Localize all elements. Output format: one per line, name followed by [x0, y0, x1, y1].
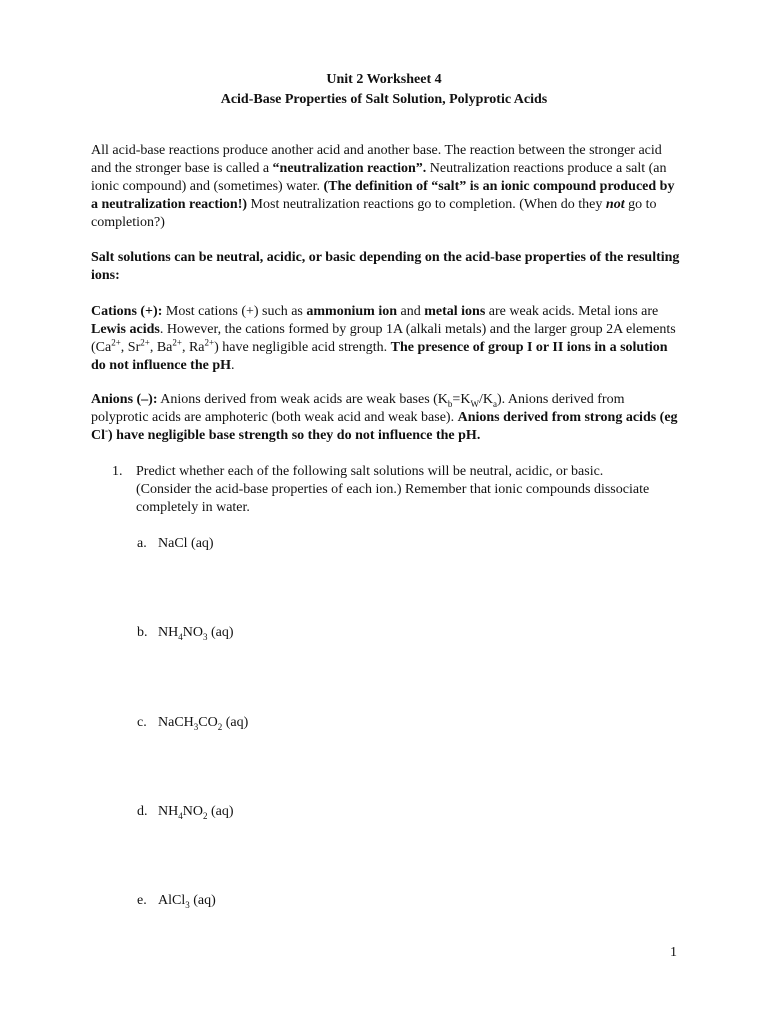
intro-text: All acid-base reactions produce another acid and another base. The reaction between the stronger acid and the stronger base is called a [91, 143, 662, 176]
item-letter: c. [137, 715, 147, 730]
charge-superscript: 2+ [172, 337, 182, 348]
title-block [0, 70, 768, 110]
anions-label: Anions (–): [91, 392, 158, 407]
page-title: Unit 2 Worksheet 4 [326, 72, 442, 87]
formula-text: AlCl [158, 893, 186, 908]
ka-subscript: a [492, 398, 497, 409]
item-letter: d. [137, 804, 148, 819]
formula-subscript: 3 [202, 631, 208, 642]
anions-paragraph [91, 391, 681, 445]
formula-text: NO [182, 804, 203, 819]
item-letter: a. [137, 536, 147, 551]
anions-text: ). Anions derived from polyprotic acids are amphoteric (both weak acid and weak base). [91, 392, 625, 425]
formula-text: NaCH [158, 715, 194, 730]
formula-subscript: 2 [217, 721, 223, 732]
charge-superscript: 2+ [140, 337, 150, 348]
charge-superscript: 2+ [204, 337, 215, 348]
intro-term-neutralization: “neutralization reaction”. [272, 161, 427, 176]
term-metal-ions: metal ions [424, 304, 486, 319]
anions-text: =K [452, 392, 471, 407]
formula-text: NaCl (aq) [158, 536, 214, 551]
formula-text: (aq) [207, 804, 234, 819]
anions-text: /K [478, 392, 493, 407]
formula-text: NH [158, 625, 179, 640]
intro-text: go to completion?) [91, 197, 657, 230]
formula-nh4no2 [158, 803, 234, 821]
page-subtitle: Acid-Base Properties of Salt Solution, Polyprotic Acids [220, 92, 548, 107]
cations-text: and [397, 304, 425, 319]
anions-text: Anions derived from weak acids are weak bases (K [157, 392, 448, 407]
term-lewis-acids: Lewis acids [91, 322, 160, 337]
cations-text: , Ra [181, 340, 205, 355]
cations-text: Most cations (+) such as [162, 304, 307, 319]
formula-text: CO [198, 715, 218, 730]
formula-nh4no3 [158, 624, 234, 642]
intro-text: Most neutralization reactions go to completion. (When do they [247, 197, 606, 212]
cations-text: . However, the cations formed by group 1A (alkali metals) and the larger group 2A elements (Ca [91, 322, 676, 355]
charge-superscript: 2+ [111, 337, 121, 348]
formula-text: (aq) [222, 715, 249, 730]
item-letter: b. [137, 625, 148, 640]
cations-label: Cations (+): [91, 304, 163, 319]
question-number: 1. [112, 464, 123, 479]
page-number: 1 [670, 945, 677, 960]
anions-key-statement: ) have negligible base strength so they do not influence the pH. [108, 428, 481, 443]
intro-paragraph [91, 142, 681, 232]
formula-text: (aq) [189, 893, 216, 908]
formula-text: (aq) [207, 625, 234, 640]
formula-text: NO [182, 625, 203, 640]
salt-solutions-heading: Salt solutions can be neutral, acidic, or basic depending on the acid-base properties of the resulting ions: [91, 250, 680, 283]
formula-nach3co2 [158, 714, 248, 732]
cations-text: . [231, 358, 235, 373]
intro-text: Neutralization reactions produce a salt (an ionic compound) and (sometimes) water. [91, 161, 667, 194]
cations-text: , Ba [149, 340, 173, 355]
cations-paragraph [91, 303, 681, 375]
cations-text: are weak acids. Metal ions are [485, 304, 659, 319]
kb-subscript: b [447, 398, 453, 409]
cations-key-statement: The presence of group I or II ions in a solution do not influence the pH [91, 340, 668, 373]
formula-text: NH [158, 804, 179, 819]
anions-key-statement: Anions derived from strong acids (eg Cl [91, 410, 678, 443]
formula-subscript: 3 [185, 899, 190, 910]
formula-subscript: 3 [193, 721, 199, 732]
intro-salt-definition: (The definition of “salt” is an ionic compound produced by a neutralization reaction!) [91, 179, 675, 212]
formula-subscript: 4 [178, 810, 183, 821]
cations-text: ) have negligible acid strength. [214, 340, 391, 355]
formula-subscript: 4 [178, 631, 183, 642]
question-text: Predict whether each of the following salt solutions will be neutral, acidic, or basic. (Consider the acid-base properties of each ion.) Remember that ionic compounds dissociate completely in water. [136, 464, 650, 515]
item-letter: e. [137, 893, 147, 908]
kw-subscript: W [470, 398, 479, 409]
formula-nacl [158, 535, 214, 553]
intro-emphasis-not: not [605, 197, 625, 212]
charge-superscript: - [105, 425, 108, 436]
formula-subscript: 2 [202, 810, 208, 821]
formula-alcl3 [158, 892, 216, 910]
cations-text: , Sr [120, 340, 141, 355]
term-ammonium-ion: ammonium ion [306, 304, 397, 319]
